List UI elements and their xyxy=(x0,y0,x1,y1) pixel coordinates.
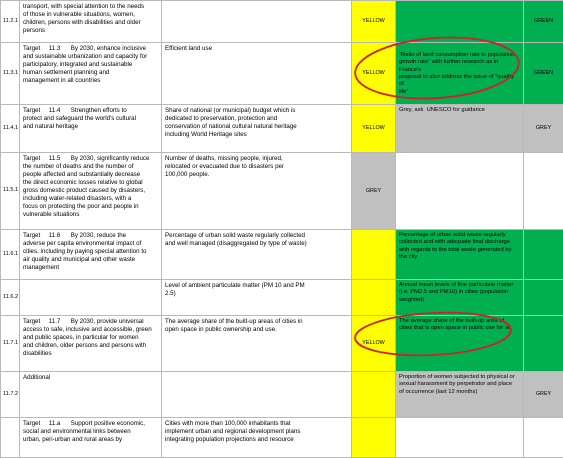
table-row xyxy=(1,230,563,280)
target-cell: Target 11.5 By 2030, significantly reduce the number of deaths and the number of people affected and substantially decrease the direct economic losses relative to global gross domestic product caused by disasters, including water-related disasters, with a focus on protecting the poor and people in vulnerable situations xyxy=(20,153,162,230)
indicator-cell: Cities with more than 100,000 inhabitants that implement urban and regional development plans integrating population projections and resource xyxy=(162,418,352,458)
comment-cell: Percentage of urban solid waste regularly collected and with adequate final discharge with regards to the total waste generated by the city xyxy=(396,230,524,280)
final-status-cell xyxy=(524,153,563,230)
indicator-cell: The average share of the built-up areas of cities in open space in public ownership and use. xyxy=(162,316,352,372)
table-row xyxy=(1,372,563,418)
final-status-cell xyxy=(524,280,563,316)
status-cell xyxy=(352,418,396,458)
target-cell: Additional xyxy=(20,372,162,418)
comment-cell xyxy=(396,418,524,458)
table-row xyxy=(1,1,563,43)
indicator-id-cell: 11.5.1 xyxy=(1,153,20,230)
status-cell: YELLOW xyxy=(352,105,396,153)
comment-cell: Proportion of women subjected to physical or sexual harassment by perpetrator and place of occurrence (last 12 months) xyxy=(396,372,524,418)
final-status-cell xyxy=(524,418,563,458)
table-row xyxy=(1,418,563,458)
table-row xyxy=(1,316,563,372)
table-row xyxy=(1,105,563,153)
indicator-cell xyxy=(162,372,352,418)
status-cell: YELLOW xyxy=(352,316,396,372)
comment-cell: "Ratio of land consumption rate to population growth rate" with further research as in France's proposal to also address the issue of "quality of life" xyxy=(396,43,524,105)
indicator-id-cell: 11.4.1 xyxy=(1,105,20,153)
comment-cell xyxy=(396,153,524,230)
final-status-cell: GREY xyxy=(524,105,563,153)
status-cell: GREY xyxy=(352,153,396,230)
indicator-cell: Share of national (or municipal) budget which is dedicated to preservation, protection and conservation of national cultural natural heritage including World Heritage sites xyxy=(162,105,352,153)
indicator-id-cell: 11.3.1 xyxy=(1,43,20,105)
indicator-id-cell: 11.6.2 xyxy=(1,280,20,316)
comment-cell xyxy=(396,1,524,43)
target-cell: Target 11.7 By 2030, provide universal access to safe, inclusive and accessible, green and public spaces, in particular for women and children, older persons and persons with disabilities xyxy=(20,316,162,372)
final-status-cell xyxy=(524,316,563,372)
table-row xyxy=(1,153,563,230)
final-status-cell: GREEN xyxy=(524,43,563,105)
indicator-id-cell: 11.2.1 xyxy=(1,1,20,43)
status-cell: YELLOW xyxy=(352,43,396,105)
table-row xyxy=(1,280,563,316)
target-cell: Target 11.4 Strengthen efforts to protect and safeguard the world's cultural and natural heritage xyxy=(20,105,162,153)
final-status-cell: GREEN xyxy=(524,1,563,43)
indicator-cell xyxy=(162,1,352,43)
indicator-cell: Level of ambient particulate matter (PM 10 and PM 2.5) xyxy=(162,280,352,316)
indicator-id-cell xyxy=(1,418,20,458)
indicator-cell: Efficient land use xyxy=(162,43,352,105)
indicator-id-cell: 11.6.1 xyxy=(1,230,20,280)
indicator-cell: Number of deaths, missing people, injured, relocated or evacuated due to disasters per 100,000 people. xyxy=(162,153,352,230)
target-cell: Target 11.6 By 2030, reduce the adverse per capita environmental impact of cities, including by paying special attention to air quality and municipal and other waste management xyxy=(20,230,162,280)
final-status-cell: GREY xyxy=(524,372,563,418)
indicator-id-cell: 11.7.1 xyxy=(1,316,20,372)
comment-cell: Annual mean levels of fine particulate matter (i.e. PM2.5 and PM10) in cities (population weighted) xyxy=(396,280,524,316)
indicator-cell: Percentage of urban solid waste regularly collected and well managed (disaggregated by type of waste) xyxy=(162,230,352,280)
target-cell: Target 11.3 By 2030, enhance inclusive and sustainable urbanization and capacity for participatory, integrated and sustainable human settlement planning and management in all countries xyxy=(20,43,162,105)
target-cell: transport, with special attention to the needs of those in vulnerable situations, women, children, persons with disabilities and older persons xyxy=(20,1,162,43)
status-cell xyxy=(352,230,396,280)
status-cell: YELLOW xyxy=(352,1,396,43)
target-cell xyxy=(20,280,162,316)
comment-cell: Grey, ask UNESCO for guidance xyxy=(396,105,524,153)
comment-cell: The average share of the built-up area of cities that is open space in public use for all xyxy=(396,316,524,372)
status-cell xyxy=(352,280,396,316)
final-status-cell xyxy=(524,230,563,280)
target-cell: Target 11.a Support positive economic, social and environmental links between urban, peri-urban and rural areas by xyxy=(20,418,162,458)
status-cell xyxy=(352,372,396,418)
table-row xyxy=(1,43,563,105)
indicator-id-cell: 11.7.2 xyxy=(1,372,20,418)
